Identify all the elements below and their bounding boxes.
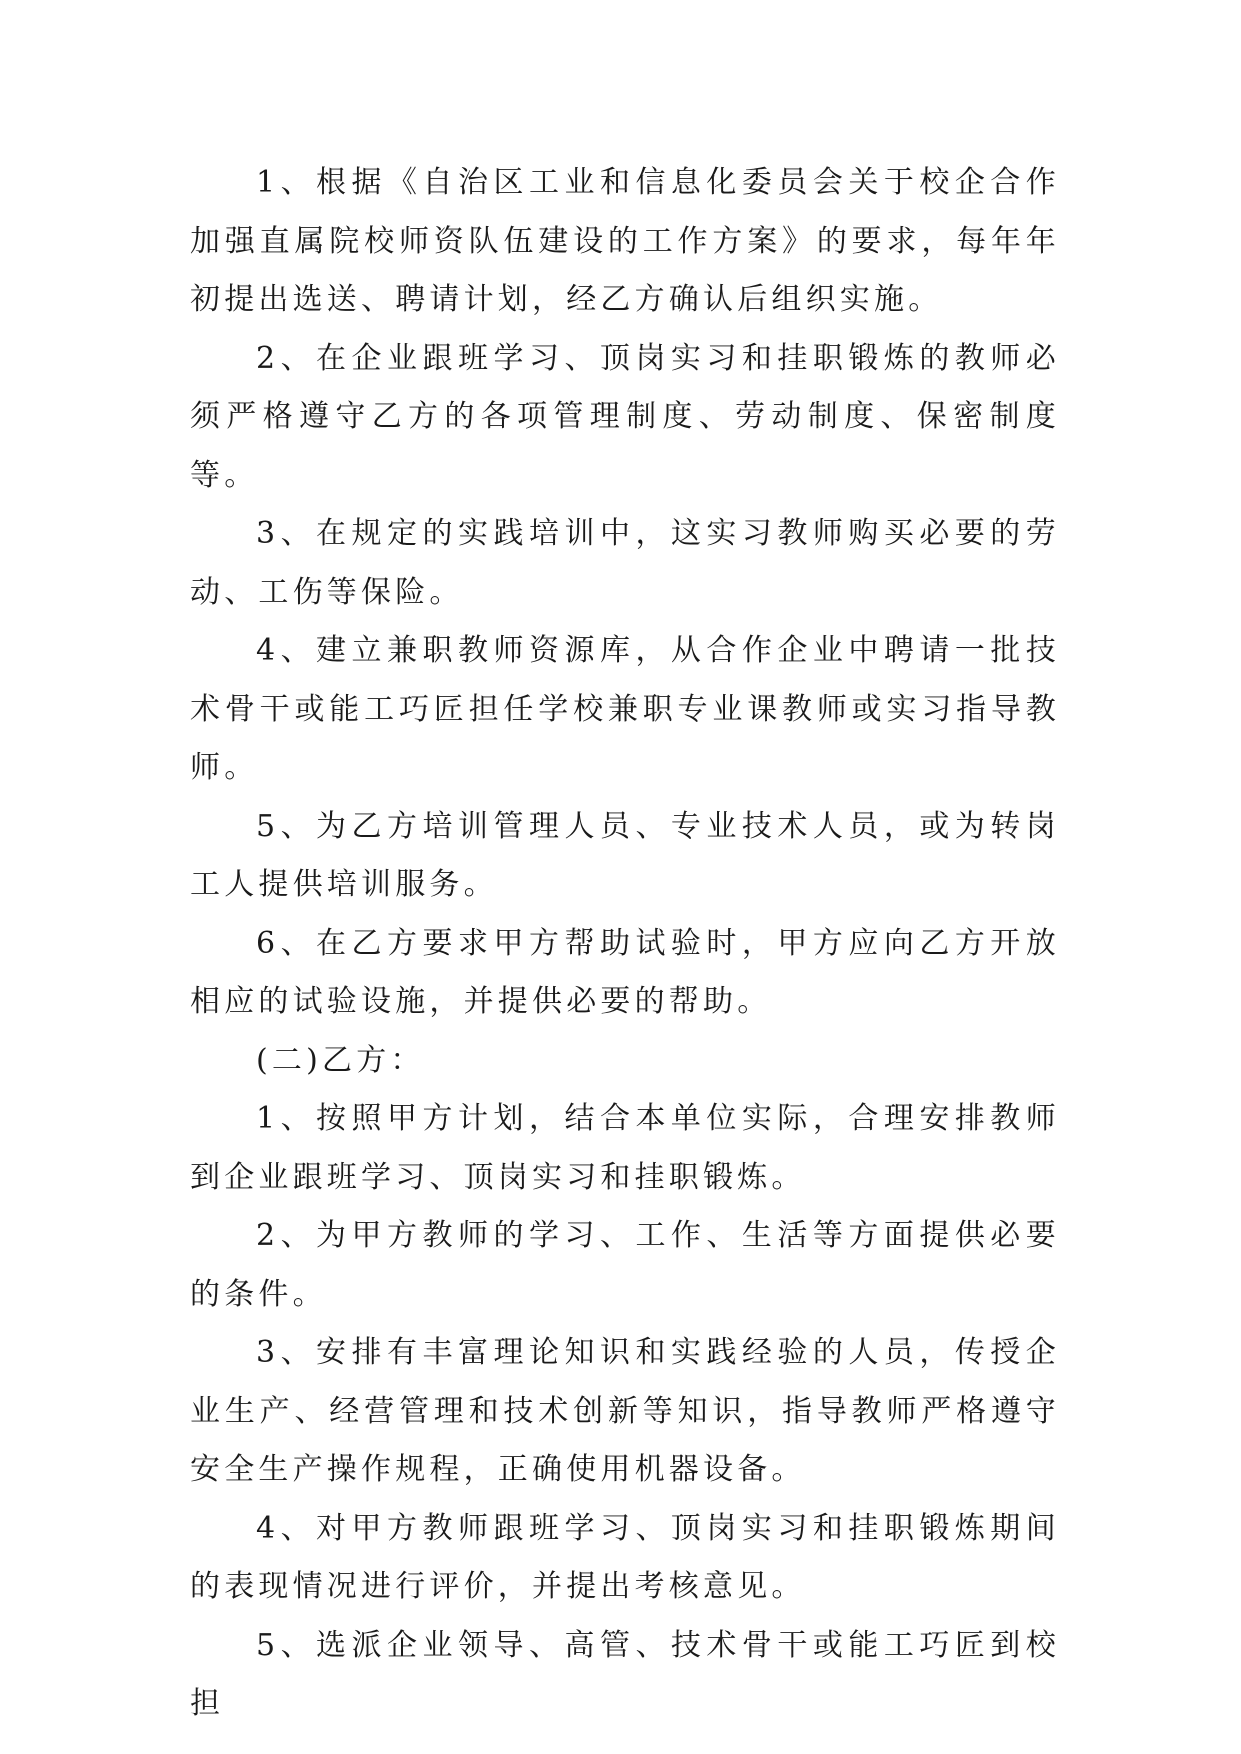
paragraph-b1: 1、按照甲方计划，结合本单位实际，合理安排教师到企业跟班学习、顶岗实习和挂职锻炼。 xyxy=(190,1101,1060,1195)
paragraph-b4: 4、对甲方教师跟班学习、顶岗实习和挂职锻炼期间的表现情况进行评价，并提出考核意见。 xyxy=(190,1510,1060,1604)
paragraph-a2: 2、在企业跟班学习、顶岗实习和挂职锻炼的教师必须严格遵守乙方的各项管理制度、劳动制度、保密制度等。 xyxy=(190,340,1060,493)
paragraph-b5: 5、选派企业领导、高管、技术骨干或能工巧匠到校担 xyxy=(190,1627,1060,1721)
paragraph-a4: 4、建立兼职教师资源库，从合作企业中聘请一批技术骨干或能工巧匠担任学校兼职专业课教师或实习指导教师。 xyxy=(190,633,1060,785)
section-heading: (二)乙方： xyxy=(256,1042,425,1078)
paragraph-a1: 1、根据《自治区工业和信息化委员会关于校企合作加强直属院校师资队伍建设的工作方案》的要求，每年年初提出选送、聘请计划，经乙方确认后组织实施。 xyxy=(190,165,1060,317)
paragraph-a5: 5、为乙方培训管理人员、专业技术人员，或为转岗工人提供培训服务。 xyxy=(190,808,1060,902)
document-body xyxy=(190,154,1060,1734)
paragraph-b2: 2、为甲方教师的学习、工作、生活等方面提供必要的条件。 xyxy=(190,1218,1060,1312)
paragraph-a3: 3、在规定的实践培训中，这实习教师购买必要的劳动、工伤等保险。 xyxy=(190,516,1060,610)
paragraph-a6: 6、在乙方要求甲方帮助试验时，甲方应向乙方开放相应的试验设施，并提供必要的帮助。 xyxy=(190,925,1060,1019)
paragraph-b3: 3、安排有丰富理论知识和实践经验的人员，传授企业生产、经营管理和技术创新等知识，指导教师严格遵守安全生产操作规程，正确使用机器设备。 xyxy=(190,1335,1060,1487)
